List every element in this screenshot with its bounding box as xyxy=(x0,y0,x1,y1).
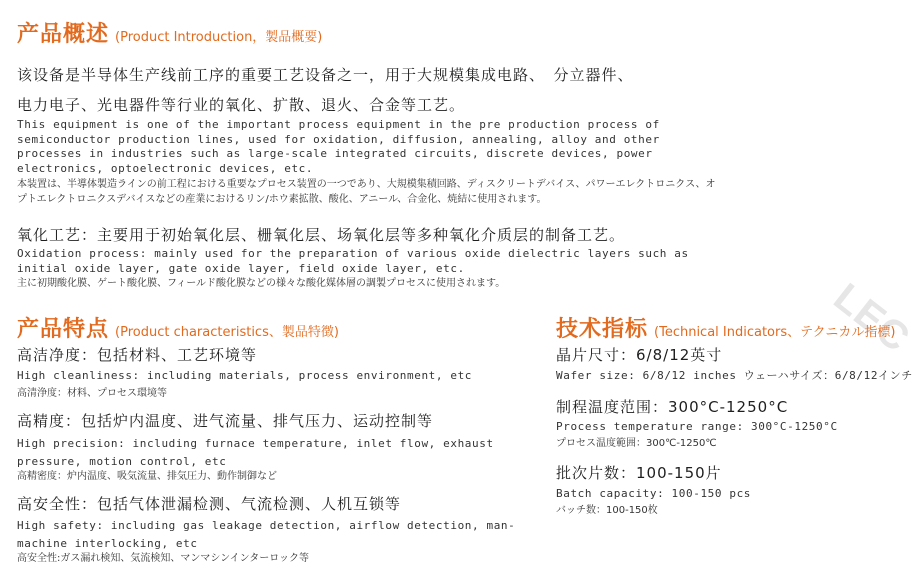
spec-temperature-en: Process temperature range: 300°C-1250°C xyxy=(556,420,838,433)
intro-subtitle: (Product Introduction，製品概要) xyxy=(115,30,323,45)
feature-precision-jp: 高精密度：炉内温度、吸気流量、排気圧力、動作制御など xyxy=(17,471,277,482)
feature-safety-cn: 高安全性：包括气体泄漏检测、气流检测、人机互锁等 xyxy=(17,495,402,513)
spec-batch-cn: 批次片数：100-150片 xyxy=(556,464,722,482)
features-heading xyxy=(17,312,339,343)
specs-heading xyxy=(556,312,895,343)
feature-cleanliness-en: High cleanliness: including materials, process environment, etc xyxy=(17,369,473,382)
intro-cn-line2: 电力电子、光电器件等行业的氧化、扩散、退火、合金等工艺。 xyxy=(17,96,466,114)
spec-batch-jp: バッチ数：100-150枚 xyxy=(556,505,658,516)
spec-wafer-size-en: Wafer size: 6/8/12 inches ウェーハサイズ：6/8/12インチ xyxy=(556,369,913,382)
spec-batch-en: Batch capacity: 100-150 pcs xyxy=(556,487,752,500)
features-subtitle: (Product characteristics、製品特徴) xyxy=(115,325,339,340)
intro-title: 产品概述 xyxy=(17,22,110,47)
specs-subtitle: (Technical Indicators、テクニカル指標) xyxy=(654,325,896,340)
intro-jp-paragraph: 本装置は、半導体製造ラインの前工程における重要なプロセス装置の一つであり、大規模集積回路、ディスクリートデバイス、パワーエレクトロニクス、オプトエレクトロニクスデバイスなどの産業におけるリン/ホウ素拡散、酸化、アニール、合金化、焼結に使用されます。 xyxy=(17,179,716,205)
feature-cleanliness-cn: 高洁净度：包括材料、工艺环境等 xyxy=(17,346,258,364)
intro-heading xyxy=(17,17,322,48)
feature-safety-en: High safety: including gas leakage detection, airflow detection, man-machine interlocking, etc xyxy=(17,519,516,550)
oxide-cn-line: 氧化工艺：主要用于初始氧化层、栅氧化层、场氧化层等多种氧化介质层的制备工艺。 xyxy=(17,226,626,244)
feature-cleanliness-jp: 高清浄度：材料、プロセス環境等 xyxy=(17,388,167,399)
features-title: 产品特点 xyxy=(17,317,110,342)
oxide-en-paragraph: Oxidation process: mainly used for the preparation of various oxide dielectric layers such as initial oxide layer, gate oxide layer, field oxide layer, etc. xyxy=(17,247,689,275)
feature-safety-jp: 高安全性:ガス漏れ検知、気流検知、マンマシンインターロック等 xyxy=(17,553,310,564)
specs-title: 技术指标 xyxy=(556,317,649,342)
feature-precision-cn: 高精度：包括炉内温度、进气流量、排气压力、运动控制等 xyxy=(17,412,434,430)
oxide-jp-paragraph: 主に初期酸化膜、ゲート酸化膜、フィールド酸化膜などの様々な酸化媒体層の調製プロセスに使用されます。 xyxy=(17,278,506,289)
intro-cn-line1: 该设备是半导体生产线前工序的重要工艺设备之一，用于大规模集成电路、 分立器件、 xyxy=(17,66,634,84)
watermark-logo: LEC xyxy=(825,275,918,361)
spec-temperature-jp: プロセス温度範囲：300℃-1250℃ xyxy=(556,438,717,449)
spec-wafer-size-cn: 晶片尺寸：6/8/12英寸 xyxy=(556,346,723,364)
feature-precision-en: High precision: including furnace temperature, inlet flow, exhaust pressure, motion control, etc xyxy=(17,437,494,468)
intro-en-paragraph: This equipment is one of the important process equipment in the pre production process of semiconductor production lines, used for oxidation, diffusion, annealing, alloy and other processes in industries such as large-scale integrated circuits, discrete devices, power electronics, optoelectronic devices, etc. xyxy=(17,118,660,175)
spec-temperature-cn: 制程温度范围：300°C-1250°C xyxy=(556,398,789,416)
